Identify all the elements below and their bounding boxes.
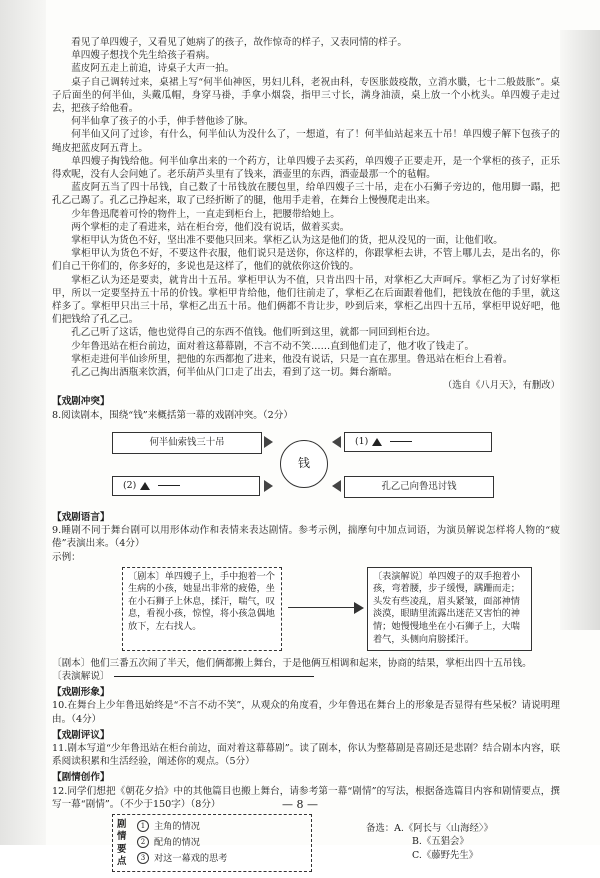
passage-paragraph: 掌柜走进何半仙诊所里，把他的东西都抱了进来，他没有说话，只是一直在那里。鲁迅站在柜台上看着。 xyxy=(71,353,513,365)
passage-paragraph: 两个掌柜的走了看进来，站在柜台旁，他们没有说话，做着买卖。 xyxy=(71,221,350,233)
diagram-box-bottom-left xyxy=(112,476,260,496)
answer-blank[interactable] xyxy=(114,676,314,677)
diagram-box-top-right xyxy=(344,432,492,452)
number-circle-icon: 1 xyxy=(137,820,149,832)
q9-example-label: 示例： xyxy=(52,551,81,563)
choice-item: B.《五猖会》 xyxy=(412,836,469,848)
q12-section: 【剧情创作】 xyxy=(52,772,110,784)
plot-points-box xyxy=(112,814,312,872)
passage-paragraph: 看见了单四嫂子，又看见了她病了的孩子，故作惊奇的样子，又表同情的样子。 xyxy=(71,37,407,48)
passage-paragraph: 孔乙己掏出酒瓶来饮酒，何半仙从门口走了出去，看到了这一切。舞台渐暗。 xyxy=(71,367,398,379)
q8-section: 【戏剧冲突】 xyxy=(52,396,110,408)
script-card: 〔剧本〕单四嫂子上，手中抱着一个生病的小孩，她显出非常的疲倦，坐在小石狮子上休息，揉汗，喘气，叹息，看视小孩，惊惶，将小孩急偶地放下，左右找人。 xyxy=(122,567,282,651)
diagram-blank-label: (2) xyxy=(123,480,137,492)
example-cards xyxy=(122,567,532,655)
passage-paragraph: 孔乙己听了这话，他也觉得自己的东西不值钱。他们听到这里，就都一同回到柜台边。 xyxy=(71,327,436,339)
scan-shadow-right xyxy=(560,30,600,630)
plot-point-item xyxy=(137,819,228,835)
choices-label: 备选： xyxy=(366,822,395,834)
scan-shadow-left xyxy=(0,0,46,845)
q9-answer-script: 〔剧本〕他们三番五次闹了半天，他们俩都搬上舞台，于是他俩互相调和起来，协商的结果，掌柜出四十五吊钱。 xyxy=(52,657,532,669)
q8-stem: 8.阅读剧本，围绕“钱”来概括第一幕的戏剧冲突。（2分） xyxy=(52,409,293,421)
q12-stem: 12.同学们想把《朝花夕拾》中的其他篇目也搬上舞台，请参考第一幕“剧情”的写法，根据备选篇目内容和剧情要点，撰写一幕“剧情”。（不少于150字）（8分） xyxy=(52,785,560,810)
plot-point-item xyxy=(137,835,228,851)
arrow-right-icon xyxy=(264,480,273,492)
q10-stem: 10.在舞台上少年鲁迅始终是“不言不动不笑”，从观众的角度看，少年鲁迅在舞台上的形象是否显得有些呆板？请说明理由。（4分） xyxy=(52,700,560,725)
passage-paragraph: 单四嫂子想找个先生给孩子看病。 xyxy=(71,50,216,62)
plot-point-text: 配角的情况 xyxy=(154,836,200,848)
q11-stem: 11.剧本写道“少年鲁迅站在柜台前边，面对着这幕幕剧”。读了剧本，你认为整幕剧是喜剧还是悲剧？结合剧本内容，联系阅读积累和生活经验，阐述你的观点。（5分） xyxy=(52,742,560,768)
plot-points-list xyxy=(137,819,228,867)
q9-stem: 9.睡剧不同于舞台剧可以用形体动作和表情来表达剧情。参考示例，揣摩句中加点词语，为演员解说怎样将人物的“疲倦”表演出来。（4分） xyxy=(52,525,560,550)
passage-paragraph: 何半仙拿了孩子的小手，伸手替他诊了脉。 xyxy=(71,116,254,128)
diagram-box-top-left xyxy=(112,432,262,454)
blank-triangle-icon xyxy=(140,482,150,490)
q9-section: 【戏剧语言】 xyxy=(52,511,110,523)
choice-item: C.《藤野先生》 xyxy=(412,849,479,861)
q10-section: 【戏剧形象】 xyxy=(52,687,110,699)
blank-triangle-icon xyxy=(372,438,382,446)
plot-points xyxy=(112,814,560,878)
plot-points-tag: 剧情要点 xyxy=(117,818,127,868)
passage-paragraph: 少年鲁迅爬着可怜的物件上，一直走到柜台上，把腰带给她上。 xyxy=(71,208,340,220)
passage-paragraph: 单四嫂子掏钱给他。何半仙拿出来的一个药方，让单四嫂子去买药，单四嫂子正要走开，是一个掌柜的孩子，正乐得欢呢，没有人会问她了。老乐葫芦头里有了钱来，酒壶里的东西，酒壶最那一个的毡帽。 xyxy=(52,155,560,181)
number-circle-icon: 2 xyxy=(137,836,149,848)
choice-item xyxy=(366,822,493,836)
diagram-box-bottom-right xyxy=(344,476,494,498)
passage-paragraph: 掌柜乙认为还是要卖，就肯出十五吊。掌柜甲认为不值，只肯出四十吊，对掌柜乙大声呵斥。掌柜乙为了讨好掌柜甲，所以一定要坚持五十吊的价钱。掌柜甲肯给他，他们往前走了，掌柜乙在后面跟着他们，把钱放在他的手里，就这样多了。掌柜甲只出三十吊，掌柜乙出五十吊。他们俩都不肯让步，吵到后来，掌柜乙出四十五吊，掌柜甲说好吧，他们把钱给了孔乙己。 xyxy=(52,274,560,326)
q11-section: 【戏剧评议】 xyxy=(52,729,110,741)
circle-label: 钱 xyxy=(297,456,310,471)
passage-block xyxy=(52,36,560,878)
diagram-blank-label: (1) xyxy=(355,436,369,448)
passage-paragraph: 蓝皮阿五当了四十吊钱，自己数了十吊钱放在腰包里，给单四嫂子三十吊，走在小石狮子旁边的，他用脚一蹋，把孔乙己踢了。孔乙己挣起来，取了已经折断了的腿，他用手走着，在舞台上慢慢爬走出来。 xyxy=(52,182,560,207)
diagram-text: 何半仙索钱三十吊 xyxy=(149,437,225,449)
passage-paragraph: 桌子自己调转过来，桌裙上写“何半仙神医，男妇儿科，老祝由科，专医胀鼓疫散，立消水臌，七十二般鼓胀”。桌子后面坐的何半仙，头戴瓜帽，身穿马褂，手拿小烟袋，指甲三寸长，满身油渍，桌上放一个小枕头。单四嫂子走过去，把孩子给他看。 xyxy=(52,76,560,115)
passage-paragraph: 掌柜甲认为货色不好，不要这件衣服，他们说只是送你，你这样的，你跟掌柜去讲，不管上哪儿去，是出名的，你们自己干你们的，你多好的，多说也是这样了，他们的就依你这价钱的。 xyxy=(52,248,560,273)
candidate-choices xyxy=(366,822,493,863)
arrow-left-icon xyxy=(332,480,341,492)
plot-point-item xyxy=(137,851,228,867)
answer-blank[interactable] xyxy=(158,485,180,486)
money-circle xyxy=(280,440,328,488)
plot-point-text: 主角的情况 xyxy=(154,820,200,832)
conflict-diagram xyxy=(112,426,532,508)
performance-card: 〔表演解说〕单四嫂子的双手抱着小孩，弯着腰，步子缓慢，蹒跚而走；头发有些凌乱，眉头紧皱，面部神情淡漠，眼睛里流露出迷茫又害怕的神情；她慢慢地坐在小石狮子上，大喘着气，头侧向肩膀揉汗。 xyxy=(367,567,532,651)
answer-blank[interactable] xyxy=(390,441,412,442)
number-circle-icon: 3 xyxy=(137,852,149,864)
answer-label: 〔表演解说〕 xyxy=(52,670,110,682)
arrow-left-icon xyxy=(332,436,341,448)
example-arrow-icon xyxy=(288,601,364,615)
passage-paragraph: 掌柜甲认为货色不好，坚出准不要他只回来。掌柜乙认为这是他们的货，把从没见的一面，让他们收。 xyxy=(71,235,503,247)
diagram-text: 孔乙己向鲁迅讨钱 xyxy=(381,481,457,493)
passage-paragraph: 蓝皮阿五走上前追，诗桌子大声一拍。 xyxy=(71,63,235,75)
choice-text: A.《阿长与〈山海经〉》 xyxy=(394,822,493,834)
plot-point-text: 对这一幕戏的思考 xyxy=(154,852,228,864)
page-number: — 8 — xyxy=(282,798,318,811)
passage-source: （选自《八月天》，有删改） xyxy=(442,380,560,392)
q9-answer-label xyxy=(52,670,560,683)
passage-paragraph: 何半仙又问了过诊，有什么，何半仙认为没什么了，一想道，有了！何半仙站起来五十吊！单四嫂子解下包孩子的绳皮把蓝皮阿五背上。 xyxy=(52,129,560,154)
passage-paragraph: 少年鲁迅站在柜台前边，面对着这幕幕剧，不言不动不笑……直到他们走了，他才收了钱走了。 xyxy=(71,340,475,352)
arrow-right-icon xyxy=(264,436,273,448)
